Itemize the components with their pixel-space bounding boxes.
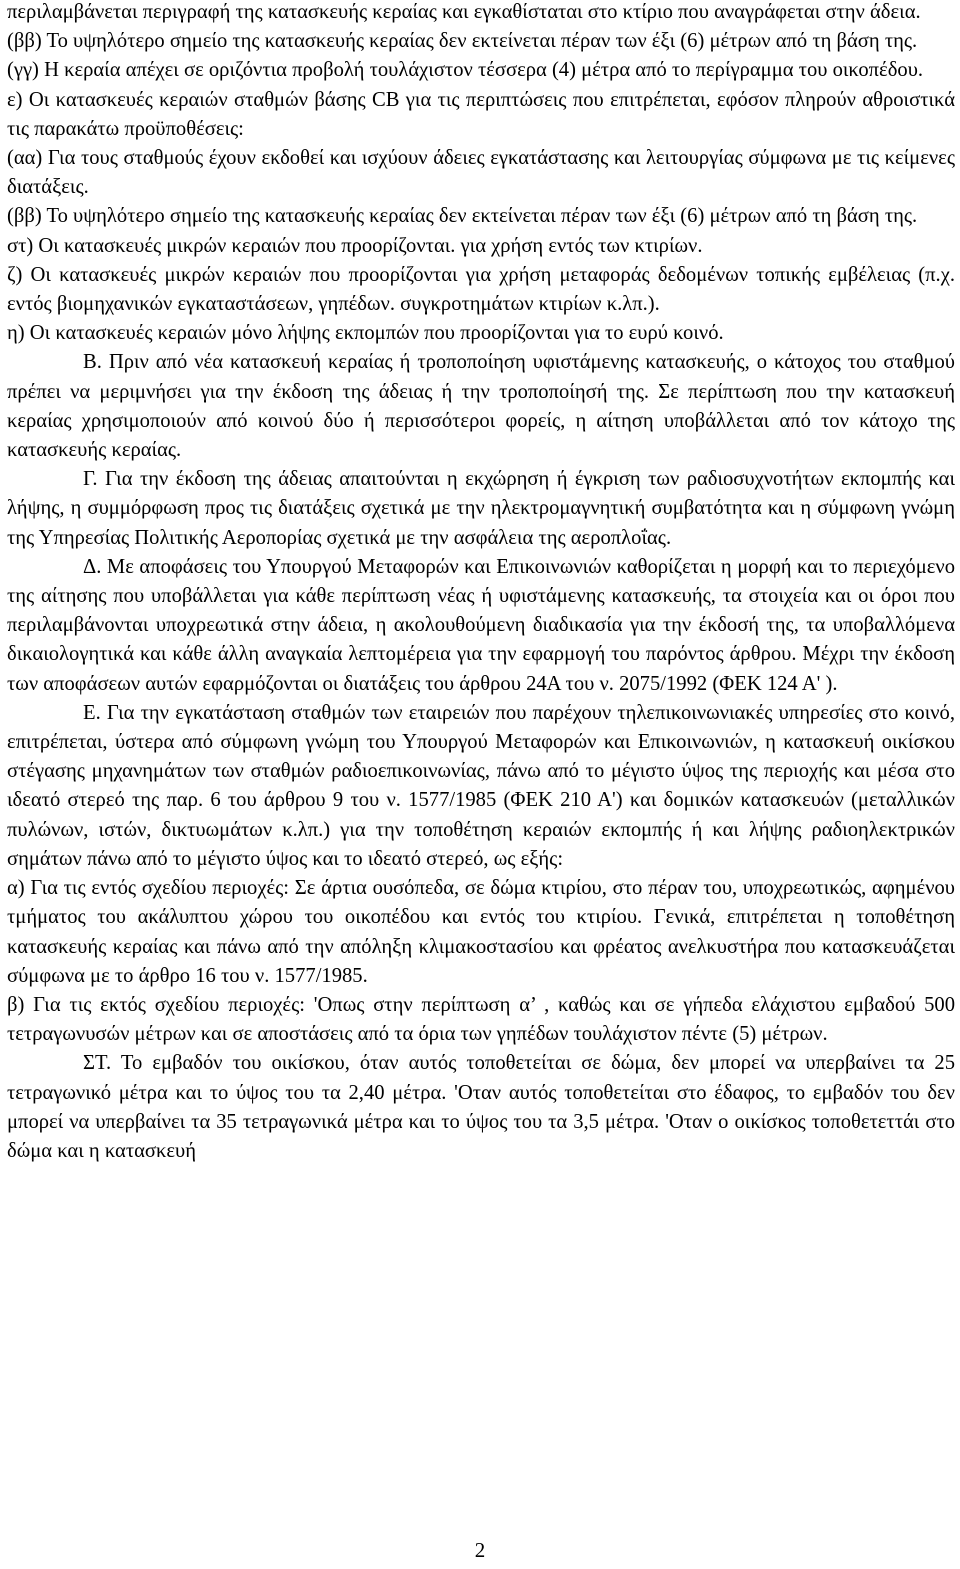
paragraph-G: Γ. Για την έκδοση της άδειας απαιτούνται η εκχώρηση ή έγκριση των ραδιοσυχνοτήτων εκπομπής και λήψης, η συμμόρφωση προς τις διατάξεις σχετικά με την ηλεκτρομαγνητική συμβατότητα και η σύμφωνη γνώμη της Υπηρεσίας Πολιτικής Αεροπορίας σχετικά με την ασφάλεια της αεροπλοΐας.: [7, 468, 955, 549]
paragraph-bb-1: (ββ) Το υψηλότερο σημείο της κατασκευής κεραίας δεν εκτείνεται πέραν των έξι (6) μέτρων από τη βάση της.: [7, 30, 918, 53]
paragraph-ST: ΣΤ. Το εμβαδόν του οικίσκου, όταν αυτός τοποθετείται σε δώμα, δεν μπορεί να υπερβαίνει τα 25 τετραγωνικό μέτρα και το ύψος του τα 2,40 μέτρα. 'Οταν αυτός τοποθετείται στο έδαφος, το εμβαδόν του δεν μπορεί να υπερβαίνει τα 35 τετραγωνικά μέτρα και το ύψος του τα 3,5 μέτρα. 'Οταν ο οικίσκος τοποθετεττάι στο δώμα και η κατασκευή: [7, 1052, 955, 1162]
paragraph-e: ε) Οι κατασκευές κεραιών σταθμών βάσης CB για τις περιπτώσεις που επιτρέπεται, εφόσον πληρούν αθροιστικά τις παρακάτω προϋποθέσεις:: [7, 88, 955, 140]
paragraph-continuation: περιλαμβάνεται περιγραφή της κατασκευής κεραίας και εγκαθίσταται στο κτίριο που αναγράφεται στην άδεια.: [7, 1, 921, 23]
paragraph-aa: (αα) Για τους σταθμούς έχουν εκδοθεί και ισχύουν άδειες εγκατάστασης και λειτουργίας σύμφωνα με τις κείμενες διατάξεις.: [7, 147, 955, 199]
paragraph-gg: (γγ) Η κεραία απέχει σε οριζόντια προβολή τουλάχιστον τέσσερα (4) μέτρα από το περίγραμμα του οικοπέδου.: [7, 59, 924, 82]
paragraph-E: Ε. Για την εγκατάσταση σταθμών των εταιρειών που παρέχουν τηλεπικοινωνιακές υπηρεσίες στο κοινό, επιτρέπεται, ύστερα από σύμφωνη γνώμη του Υπουργού Μεταφορών και Επικοινωνιών, η κατασκευή οικίσκου στέγασης μηχανημάτων των σταθμών ραδιοεπικοινωνίας, πάνω από το μέγιστο ύψος της περιοχής και μέσα στο ιδεατό στερεό της παρ. 6 του άρθρου 9 του ν. 1577/1985 (ΦΕΚ 210 Α') και δομικών κατασκευών (μεταλλικών πυλώνων, ιστών, δικτυωμάτων κ.λπ.) για την τοποθέτηση κεραιών εκπομπής ή και λήψης ραδιοηλεκτρικών σημάτων πάνω από το μέγιστο ύψος και το ιδεατό στερεό, ως εξής:: [7, 701, 955, 870]
page-number: 2: [474, 1538, 486, 1562]
paragraph-z: ζ) Οι κατασκευές μικρών κεραιών που προορίζονται για χρήση μεταφοράς δεδομένων τοπικής εμβέλειας (π.χ. εντός βιομηχανικών εγκαταστάσεων, γηπέδων. συγκροτημάτων κτιρίων κ.λπ.).: [7, 263, 955, 316]
paragraph-D: Δ. Με αποφάσεις του Υπουργού Μεταφορών και Επικοινωνιών καθορίζεται η μορφή και το περιεχόμενο της αίτησης που υποβάλλεται για κάθε περίπτωση νέας ή υφιστάμενης κατασκευής, τα στοιχεία και οι όροι που περιλαμβάνονται υποχρεωτικά στην άδεια, η ακολουθούμενη διαδικασία για την έκδοσή της, τα υποβαλλόμενα δικαιολογητικά και κάθε άλλη αναγκαία λεπτομέρεια για την εφαρμογή του παρόντος άρθρου. Μέχρι την έκδοση των αποφάσεων αυτών εφαρμόζονται οι διατάξεις του άρθρου 24Α του ν. 2075/1992 (ΦΕΚ 124 Α' ).: [7, 555, 955, 695]
paragraph-a: α) Για τις εντός σχεδίου περιοχές: Σε άρτια ουσόπεδα, σε δώμα κτιρίου, στο πέραν του, υποχρεωτικώς, αφημένου τμήματος του ακάλυπτου χώρου του οικοπέδου και εντός του κτιρίου. Γενικά, επιτρέπεται η τοποθέτηση κατασκευής κεραίας και πάνω από την απόληξη κλιμακοστασίου και φρέατος ανελκυστήρα που κατασκευάζεται σύμφωνα με το άρθρο 16 του ν. 1577/1985.: [7, 877, 955, 987]
paragraph-B: Β. Πριν από νέα κατασκευή κεραίας ή τροποποίηση υφιστάμενης κατασκευής, ο κάτοχος του σταθμού πρέπει να μεριμνήσει για την έκδοση της άδειας ή την τροποποίησή της. Σε περίπτωση που την κατασκευή κεραίας χρησιμοποιούν από κοινού δύο ή περισσότεροι φορείς, η αίτηση υποβάλλεται από τον κάτοχο της κατασκευής κεραίας.: [7, 351, 955, 462]
paragraph-b: β) Για τις εκτός σχεδίου περιοχές: 'Οπως στην περίπτωση α’ , καθώς και σε γήπεδα ελάχιστου εμβαδού 500 τετραγωνυσών μέτρων και σε αποστάσεις από τα όρια των γηπέδων τουλάχιστον πέντε (5) μέτρων.: [7, 993, 955, 1046]
paragraph-bb-2: (ββ) Το υψηλότερο σημείο της κατασκευής κεραίας δεν εκτείνεται πέραν των έξι (6) μέτρων από τη βάση της.: [7, 205, 918, 228]
paragraph-st: στ) Οι κατασκευές μικρών κεραιών που προορίζονται. για χρήση εντός των κτιρίων.: [7, 234, 703, 257]
paragraph-h: η) Οι κατασκευές κεραιών μόνο λήψης εκπομπών που προορίζονται για το ευρύ κοινό.: [7, 322, 724, 345]
document-page: [7, 0, 955, 1166]
